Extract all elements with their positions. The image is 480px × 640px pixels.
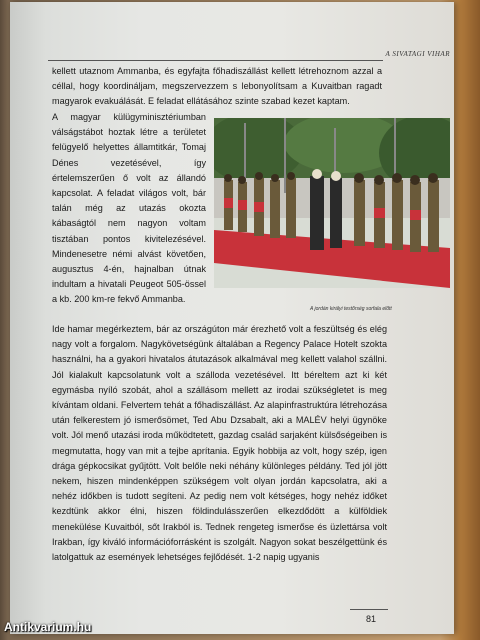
photo-caption: A jordán királyi testőrség sorfala előtt <box>310 306 392 312</box>
paragraph-column: A magyar külügyminisztériumban válságstábot hoztak létre a területet felügyelő helyettes államtitkár, Tomaj Dénes vezetésével, így értelemszerűen ő volt az állandó kapcsolat. A feladat világos volt, bár talán még az utazás okozta kábaságtól nem nagyon voltam tisztában pontos kivitelezésével. Mindenesetre némi alvást követően, augusztus 4-én, hajnalban útnak indultam a hivatali Peugeot 505-össel a kb. 200 km-re fekvő Ammanba. <box>52 112 206 305</box>
footer-rule <box>350 609 388 610</box>
running-title: A SIVATAGI VIHAR <box>385 50 450 58</box>
guard-photo <box>214 118 450 288</box>
paragraph-main: Ide hamar megérkeztem, bár az országúton már érezhető volt a feszültség és elég nagy volt a forgalom. Nagykövetségünk általában a Regency Palace Hotelt szokta használni, ha a gyakori hivatalos átutazások alkalmával meg kellett valahol szállni. Jól kialakult kapcsolatunk volt a szálloda vezetésével. Itt béreltem azt ki két egymásba nyíló szobát, ahol a szállásom mellett az irodai szükségletet is meg kívántam oldani. Felvertem tehát a főhadiszállást. Az alapinfrastruktúra létrehozása után felkerestem jó ismerősömet, Ted Abu Dzsabalt, aki a MALÉV helyi ügynöke volt. Jól menő utazási iroda működtetett, gazdag család sarjaként külsőségeiben is megmutatta, hogy van mit a tejbe aprítania. Egyik hobbija az volt, hogy szép, igen drága gépkocsikat gyűjtött. Volt belőle neki néhány különleges példány. Ted jól jött nekem, hiszen mindenképpen szükségem volt olyan jordán kapcsolatra, aki a nehéz időkben is tudott segíteni. Az pedig nem volt kétséges, hogy nehéz időket kezdtünk akkor élni, hiszen földindulásszerűen elkezdődött a külföldiek menekülése Kuvaitból, sőt Irakból is. Tednek rengeteg ismerőse és üzlettársa volt Irakban, így kiváló információforrásként is szolgált. Nagyon sokat beszélgettünk és latolgattuk az események lehetséges fejlődését. 1-2 napig ugyanis <box>52 324 387 563</box>
header-rule <box>48 60 383 61</box>
page-number: 81 <box>366 614 377 624</box>
watermark-logo: Antikvarium.hu <box>4 620 92 634</box>
paragraph-intro: kellett utaznom Ammanba, és egyfajta főhadiszállást kellett létrehoznom azzal a céllal, hogy koordináljam, megszervezzem s lebonyolítsam a Kuvaitban ragadt magyarok evakuálását. E feladat ellátásához szinte szabad kezet kaptam. <box>52 66 382 107</box>
guard-photo-illustration <box>214 118 450 288</box>
